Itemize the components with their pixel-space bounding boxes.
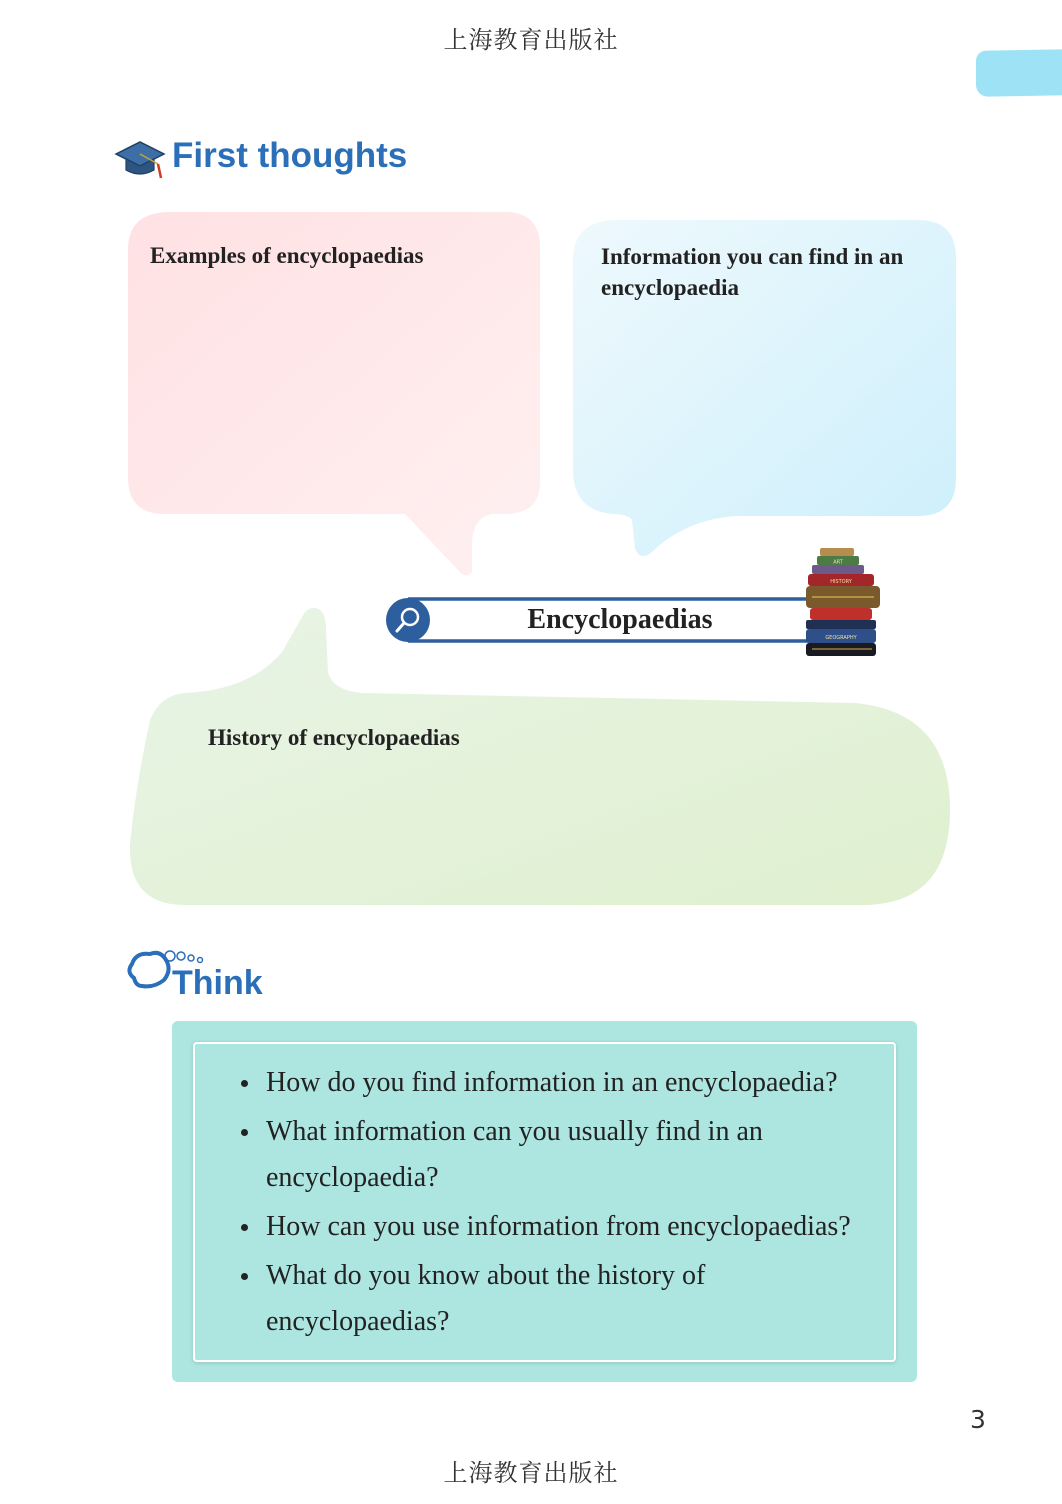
book-stack-icon bbox=[802, 545, 884, 660]
page-number: 3 bbox=[970, 1405, 986, 1434]
publisher-header: 上海教育出版社 bbox=[443, 26, 619, 54]
question-item: What do you know about the history of encyclopaedias? bbox=[241, 1253, 881, 1345]
search-text: Encyclopaedias bbox=[527, 604, 713, 635]
book-label-history: HISTORY bbox=[830, 579, 852, 585]
question-list bbox=[241, 1060, 881, 1348]
examples-label: Examples of encyclopaedias bbox=[150, 243, 424, 268]
question-item: How do you find information in an encyclopaedia? bbox=[241, 1060, 881, 1106]
think-box bbox=[172, 1021, 917, 1382]
first-thoughts-title: First thoughts bbox=[172, 136, 408, 175]
question-item: How can you use information from encyclopaedias? bbox=[241, 1204, 881, 1250]
history-label: History of encyclopaedias bbox=[208, 725, 460, 750]
think-title: Think bbox=[172, 964, 263, 1002]
question-item: What information can you usually find in an encyclopaedia? bbox=[241, 1109, 881, 1201]
publisher-footer: 上海教育出版社 bbox=[443, 1459, 619, 1487]
book-label-geography: GEOGRAPHY bbox=[825, 635, 857, 641]
book-label-art: ART bbox=[833, 559, 843, 566]
think-inner-frame bbox=[193, 1042, 896, 1362]
information-label: Information you can find in an encyclopaedia bbox=[601, 244, 904, 300]
